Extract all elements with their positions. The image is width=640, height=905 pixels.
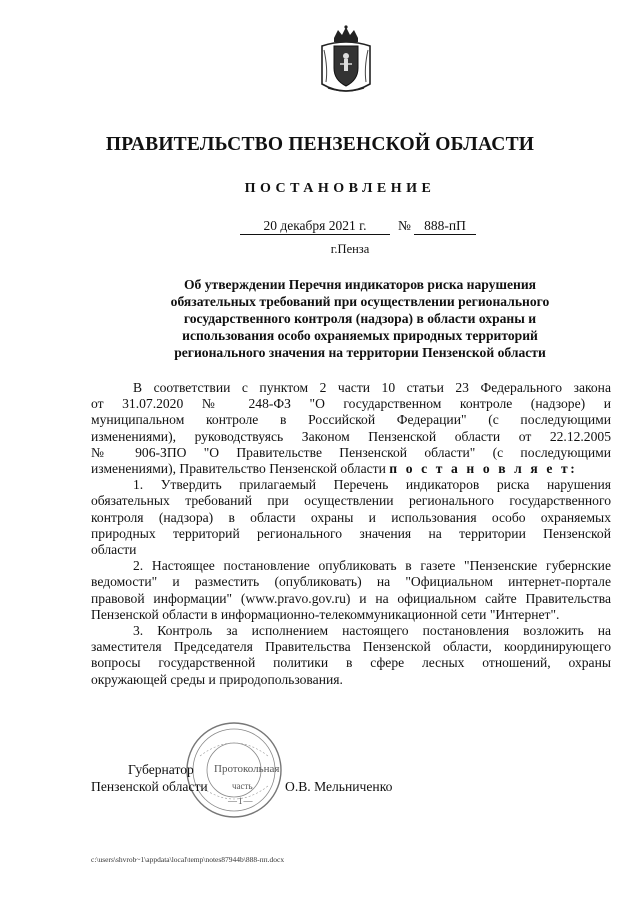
body-line: № 906-ЗПО "О Правительстве Пензенской области" (с последующими	[91, 444, 611, 460]
stamp-number-value: 1	[238, 796, 244, 806]
body-line: правовой информации" (www.pravo.gov.ru) и на официальном сайте Правительства	[91, 590, 611, 606]
city: г.Пенза	[330, 242, 370, 256]
document-date: 20 декабря 2021 г.	[240, 218, 390, 235]
body-line: 2. Настоящее постановление опубликовать в газете "Пензенские губернские	[133, 558, 611, 574]
body-line: контроля (надзора) в области охраны и использования особо охраняемых	[91, 509, 611, 525]
body-line: 1. Утвердить прилагаемый Перечень индикаторов риска нарушения	[133, 477, 611, 493]
title-line: Об утверждении Перечня индикаторов риска нарушения	[183, 277, 537, 292]
document-title	[140, 276, 580, 361]
document-body	[91, 380, 611, 688]
item-3-paragraph	[91, 623, 611, 688]
body-line: ведомости" и разместить (опубликовать) на "Официальном интернет-портале	[91, 574, 611, 590]
preamble-paragraph	[91, 380, 611, 477]
stamp-number: —1—	[228, 796, 254, 806]
document-type: ПОСТАНОВЛЕНИЕ	[244, 181, 436, 196]
title-line: обязательных требований при осуществлении регионального	[170, 294, 550, 309]
decree-word: п о с т а н о в л я е т:	[389, 461, 578, 477]
preamble-tail: изменениями), Правительство Пензенской области	[91, 461, 386, 477]
number-sign: №	[398, 218, 411, 233]
stamp-sublabel: часть	[232, 781, 253, 791]
body-line: изменениями), руководствуясь Законом Пензенской области от 22.12.2005	[91, 428, 611, 444]
body-line: природных территорий регионального значения на территории Пензенской	[91, 525, 611, 541]
body-line: В соответствии с пунктом 2 части 10 статьи 23 Федерального закона	[133, 380, 611, 395]
body-line: вопросы государственной политики в сфере лесных отношений, охраны	[91, 655, 611, 671]
file-path-footer: c:\users\shvrob~1\appdata\local\temp\notes87944b\888-пп.docx	[91, 855, 285, 864]
item-2-paragraph	[91, 558, 611, 623]
title-line: регионального значения на территории Пензенской области	[174, 345, 546, 360]
body-line: муниципальном контроле в Российской Федерации" (с последующими	[91, 412, 611, 428]
body-line: области	[91, 542, 137, 558]
stamp-label: Протокольная	[214, 763, 280, 775]
body-line	[91, 461, 611, 477]
coat-of-arms-icon	[318, 24, 374, 96]
body-line: окружающей среды и природопользования.	[91, 671, 343, 687]
title-line: государственного контроля (надзора) в области охраны и	[183, 311, 537, 326]
signer-name: О.В. Мельниченко	[285, 779, 393, 794]
body-line: обязательных требований при осуществлении регионального государственного	[91, 493, 611, 509]
body-line: 3. Контроль за исполнением настоящего постановления возложить на	[133, 623, 611, 639]
title-line: использования особо охраняемых природных территорий	[182, 328, 538, 343]
item-1-paragraph	[91, 477, 611, 558]
signature-position-line1: Губернатор	[128, 762, 194, 777]
document-number: 888-пП	[414, 218, 476, 235]
signature-position-line2: Пензенской области	[91, 779, 208, 794]
body-line: от 31.07.2020 № 248-ФЗ "О государственном контроле (надзоре) и	[91, 396, 611, 412]
organization-name: ПРАВИТЕЛЬСТВО ПЕНЗЕНСКОЙ ОБЛАСТИ	[105, 134, 535, 155]
body-line: заместителя Председателя Правительства Пензенской области, координирующего	[91, 639, 611, 655]
body-line: Пензенской области в информационно-телекоммуникационной сети "Интернет".	[91, 606, 560, 622]
